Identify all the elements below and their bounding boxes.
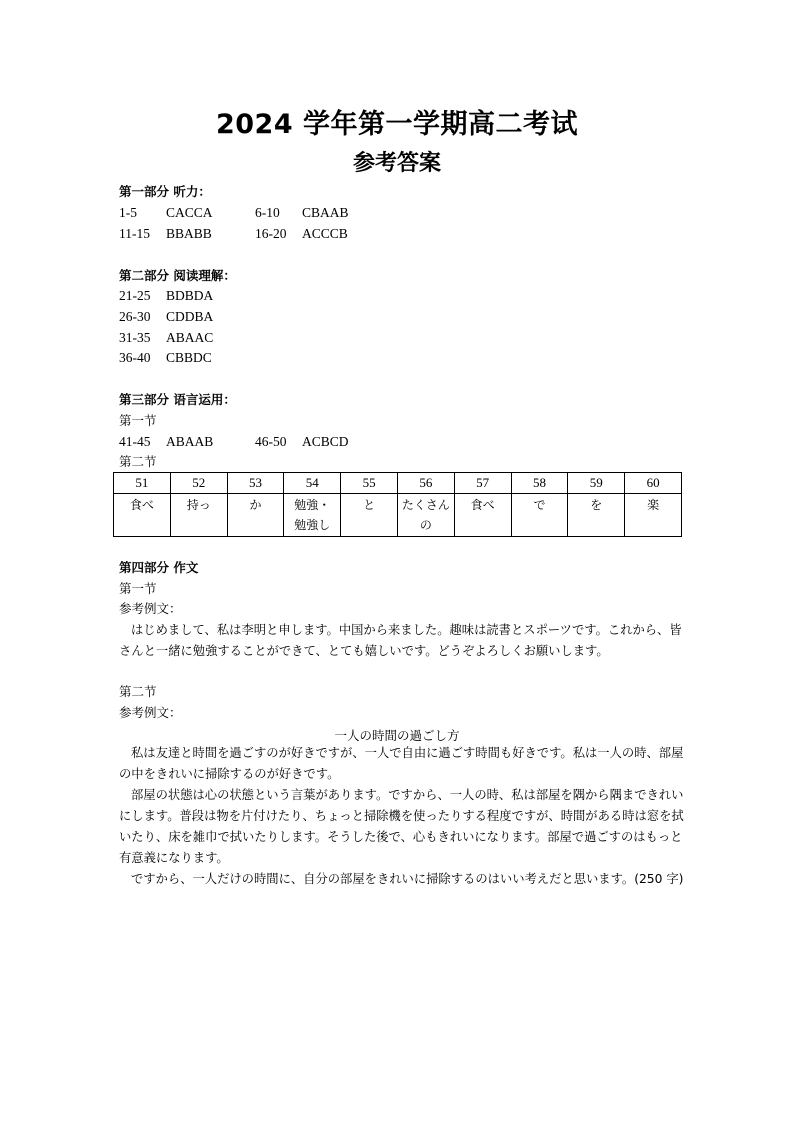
section-label: 第一节	[119, 581, 157, 596]
answer-cell	[284, 494, 341, 537]
answer-cell	[568, 494, 625, 537]
answer-text: 食べ	[470, 498, 495, 512]
answer-cell	[227, 494, 284, 537]
part2-row	[119, 288, 214, 304]
answer-cell	[114, 494, 171, 537]
part3-row	[119, 434, 349, 450]
answer-key: CACCA	[166, 205, 213, 220]
question-number: 60	[625, 473, 682, 494]
part2-row	[119, 350, 212, 366]
answer-text: を	[590, 498, 603, 512]
part2-heading: 第二部分 阅读理解：	[119, 268, 236, 283]
answer-text: 食べ	[129, 498, 154, 512]
section-label: 第二节	[119, 454, 157, 469]
question-number: 58	[511, 473, 568, 494]
answer-range: 26-30	[119, 309, 151, 324]
question-number: 56	[397, 473, 454, 494]
answer-cell	[397, 494, 454, 537]
answer-row	[114, 494, 682, 537]
part3-heading: 第三部分 语言运用：	[119, 392, 236, 407]
answer-range: 21-25	[119, 288, 151, 303]
answer-key: CBAAB	[302, 205, 349, 220]
answer-key: ACBCD	[302, 434, 349, 449]
answer-cell	[170, 494, 227, 537]
answer-text: と	[363, 498, 376, 512]
answer-text: の	[419, 518, 432, 532]
essay-paragraph: 部屋の状態は心の状態という言葉があります。ですから、一人の時、私は部屋を隅から隅まできれいにします。普段は物を片付けたり、ちょっと掃除機を使ったりする程度ですが、時間がある時は窓を拭いたり、床を雑巾で拭いたりします。そうした後で、心もきれいになります。部屋で過ごすのはもっと有意義になります。	[119, 788, 684, 865]
part2-row	[119, 330, 214, 346]
page-subtitle: 参考答案	[352, 151, 441, 176]
answer-key: CDDBA	[166, 309, 214, 324]
answer-text: で	[533, 498, 546, 512]
answer-text: 持っ	[186, 498, 211, 512]
answer-cell	[625, 494, 682, 537]
page-title: 2024 学年第一学期高二考试	[215, 109, 579, 140]
essay-paragraph: 私は友達と時間を過ごすのが好きですが、一人で自由に過ごす時間も好きです。私は一人の時、部屋の中をきれいに掃除するのが好きです。	[119, 746, 684, 781]
answer-text: 勉強し	[294, 518, 331, 532]
answer-cell	[341, 494, 398, 537]
answer-key: BDBDA	[166, 288, 214, 303]
part1-row	[119, 226, 348, 242]
part2-row	[119, 309, 214, 325]
self-introduction-sample: はじめまして、私は李明と申します。中国から来ました。趣味は読書とスポーツです。これから、皆さんと一緒に勉強することができて、とても嬉しいです。どうぞよろしくお願いします。	[119, 623, 682, 658]
answer-range: 41-45	[119, 434, 151, 449]
part1-heading: 第一部分 听力：	[119, 184, 211, 199]
question-number: 54	[284, 473, 341, 494]
question-number-row	[114, 473, 682, 494]
question-number: 59	[568, 473, 625, 494]
question-number: 52	[170, 473, 227, 494]
answer-range: 46-50	[255, 434, 287, 449]
part4-heading: 第四部分 作文	[119, 560, 199, 575]
answer-range: 31-35	[119, 330, 151, 345]
section-label: 第二节	[119, 684, 157, 699]
question-number: 51	[114, 473, 171, 494]
answer-key: ABAAB	[166, 434, 214, 449]
section-label: 第一节	[119, 413, 157, 428]
answer-text: たくさん	[401, 498, 450, 512]
question-number: 53	[227, 473, 284, 494]
answer-cell	[511, 494, 568, 537]
question-number: 55	[341, 473, 398, 494]
answer-range: 16-20	[255, 226, 287, 241]
part1-row	[119, 205, 349, 221]
answer-text: 楽	[647, 498, 660, 512]
fill-in-answer-table	[113, 472, 682, 537]
sample-essay-label: 参考例文：	[119, 705, 182, 720]
answer-range: 6-10	[255, 205, 280, 220]
essay-title: 一人の時間の過ごし方	[334, 728, 460, 743]
answer-range: 11-15	[119, 226, 150, 241]
answer-range: 36-40	[119, 350, 151, 365]
answer-range: 1-5	[119, 205, 137, 220]
answer-key: ABAAC	[166, 330, 214, 345]
answer-key: CBBDC	[166, 350, 212, 365]
question-number: 57	[454, 473, 511, 494]
answer-cell	[454, 494, 511, 537]
sample-essay-label: 参考例文：	[119, 601, 182, 616]
essay-paragraph: ですから、一人だけの時間に、自分の部屋をきれいに掃除するのはいい考えだと思います。(250 字)	[131, 872, 684, 886]
answer-text: か	[249, 498, 262, 512]
answer-text: 勉強・	[294, 498, 331, 512]
answer-key: BBABB	[166, 226, 212, 241]
answer-key: ACCCB	[302, 226, 348, 241]
